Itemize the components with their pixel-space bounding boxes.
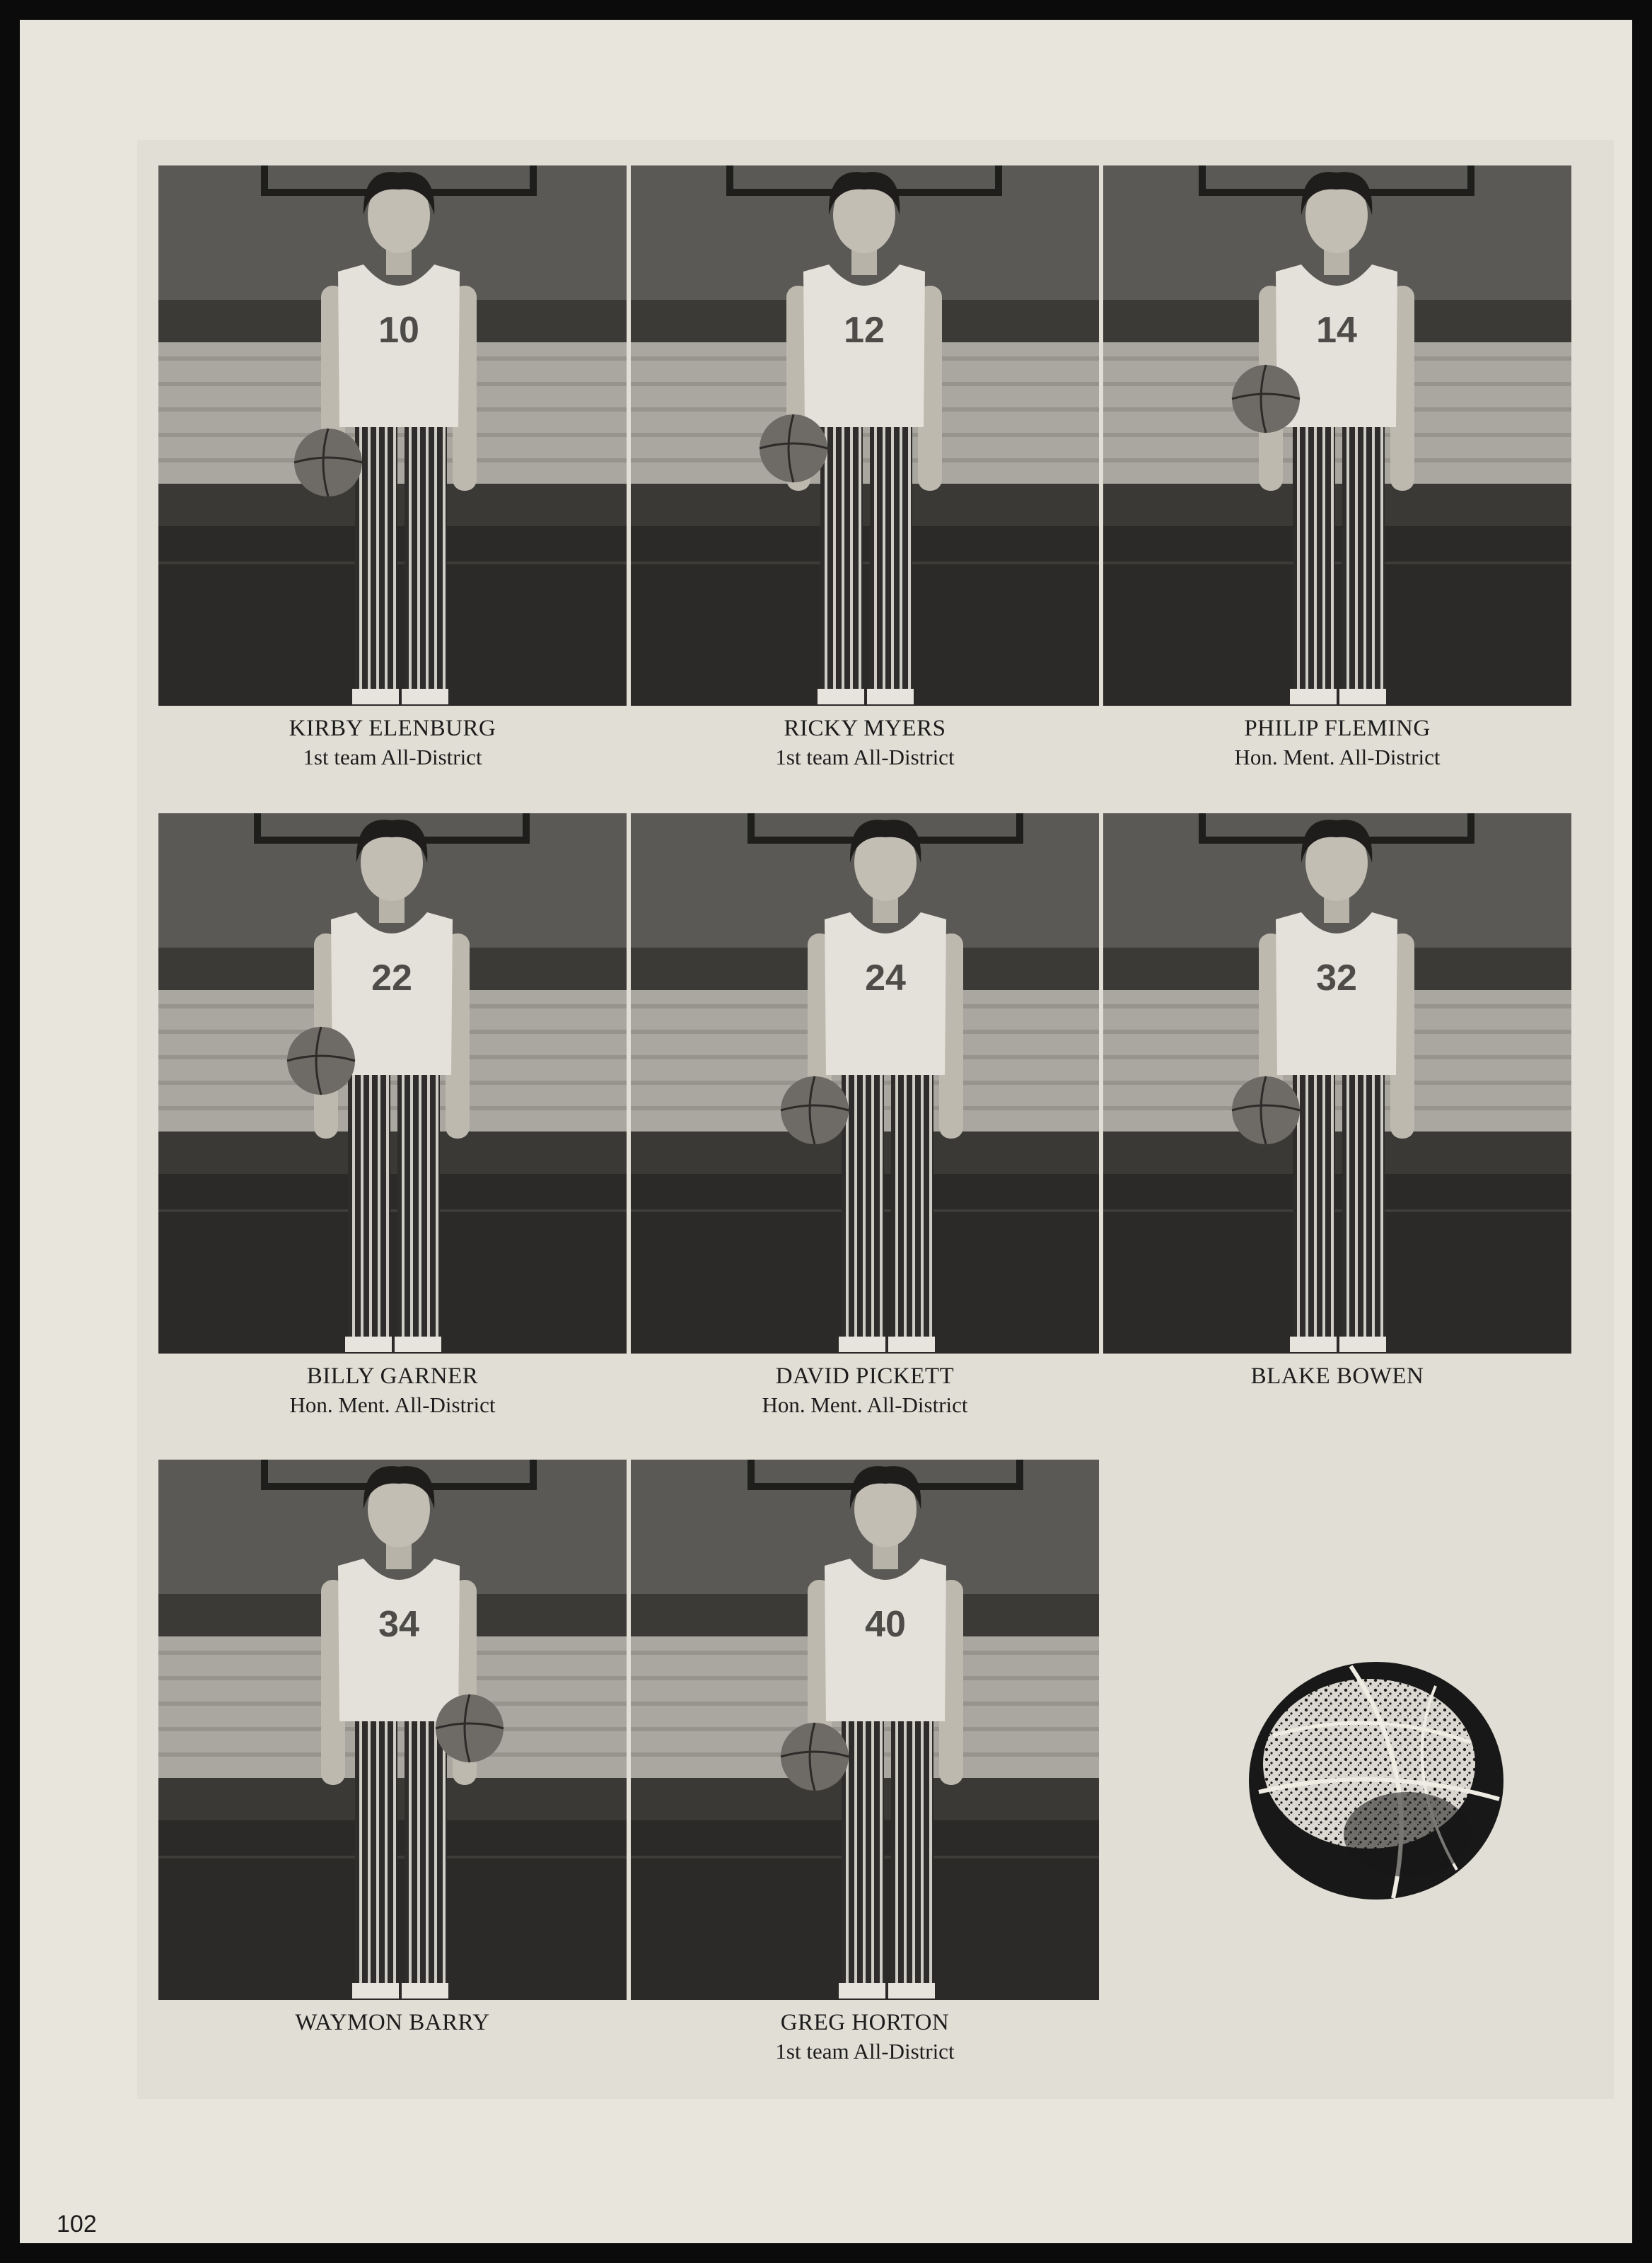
- basketball-icon: [760, 414, 827, 482]
- jersey-number: 32: [1316, 958, 1357, 999]
- photo-image: [158, 165, 627, 706]
- player-card: [1103, 813, 1571, 1392]
- player-name: RICKY MYERS: [784, 716, 946, 741]
- jersey-number: 12: [844, 310, 885, 351]
- player-name: KIRBY ELENBURG: [289, 716, 496, 741]
- photo-image: [1103, 165, 1571, 706]
- jersey-number: 40: [865, 1604, 906, 1645]
- basketball-illustration: [1245, 1658, 1508, 1904]
- jersey-number: 22: [371, 958, 412, 999]
- photo-image: [1103, 813, 1571, 1354]
- photo-image: [158, 1460, 627, 2000]
- player-honor: 1st team All-District: [303, 745, 482, 769]
- photo-image: [631, 1460, 1099, 2000]
- player-name: BILLY GARNER: [306, 1363, 479, 1389]
- player-honor: Hon. Ment. All-District: [289, 1392, 496, 1417]
- photo-image: [631, 813, 1099, 1354]
- player-card: [631, 1460, 1099, 2064]
- player-name: DAVID PICKETT: [775, 1363, 955, 1389]
- jersey-number: 14: [1316, 310, 1357, 351]
- player-photo: [1103, 813, 1571, 1354]
- jersey-number: 34: [378, 1604, 419, 1645]
- photo-image: [158, 813, 627, 1354]
- player-card: [158, 813, 627, 1418]
- basketball-icon: [781, 1076, 849, 1144]
- player-name: PHILIP FLEMING: [1244, 716, 1431, 741]
- jersey-number: 24: [865, 958, 906, 999]
- player-name: GREG HORTON: [780, 2010, 950, 2035]
- player-card: [631, 165, 1099, 770]
- player-photo: [158, 813, 627, 1354]
- yearbook-page: [20, 20, 1632, 2243]
- page-number: 102: [57, 2211, 97, 2238]
- player-photo: [1103, 165, 1571, 706]
- player-honor: Hon. Ment. All-District: [762, 1392, 968, 1417]
- player-card: [158, 165, 627, 770]
- player-photo: [631, 813, 1099, 1354]
- basketball-icon: [1232, 1076, 1300, 1144]
- player-honor: 1st team All-District: [775, 745, 955, 769]
- player-card: [1103, 165, 1571, 770]
- basketball-icon: [436, 1694, 504, 1762]
- player-honor: Hon. Ment. All-District: [1234, 745, 1441, 769]
- basketball-icon: [1232, 365, 1300, 433]
- player-name: BLAKE BOWEN: [1250, 1363, 1424, 1389]
- basketball-icon: [294, 429, 362, 496]
- player-photo: [158, 165, 627, 706]
- player-photo: [158, 1460, 627, 2000]
- player-photo: [631, 1460, 1099, 2000]
- player-card: [158, 1460, 627, 2039]
- basketball-icon: [287, 1027, 355, 1095]
- player-name: WAYMON BARRY: [295, 2010, 490, 2035]
- player-card: [631, 813, 1099, 1418]
- player-honor: 1st team All-District: [775, 2039, 955, 2064]
- photo-image: [631, 165, 1099, 706]
- player-photo: [631, 165, 1099, 706]
- basketball-icon: [781, 1723, 849, 1791]
- jersey-number: 10: [378, 310, 419, 351]
